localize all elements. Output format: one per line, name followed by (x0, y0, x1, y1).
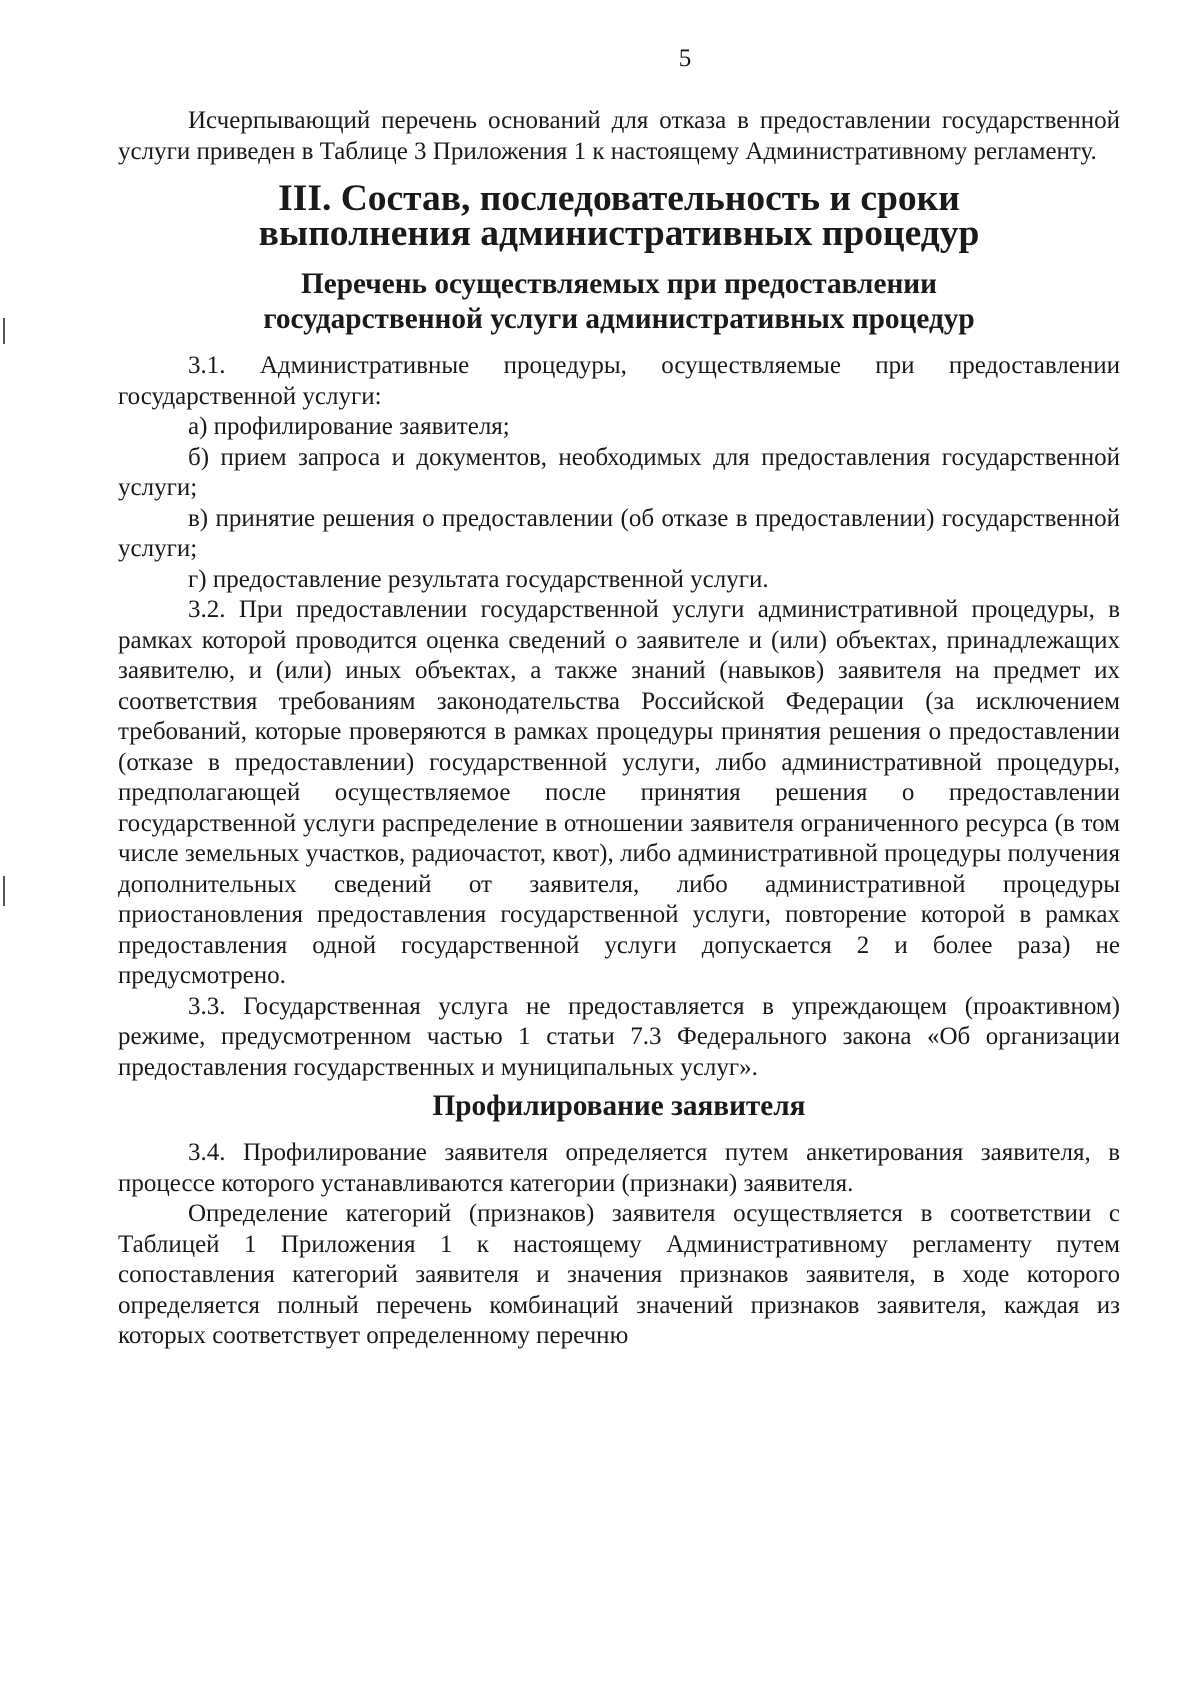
list-item-b: б) прием запроса и документов, необходимых для предоставления государственной услуги; (118, 443, 1120, 501)
subsection-heading-line-2: государственной услуги административных процедур (263, 303, 975, 335)
profiling-heading: Профилирование заявителя (432, 1090, 806, 1122)
paragraph-3-2: 3.2. При предоставлении государственной услуги административной процедуры, в рамках которой проводится оценка сведений о заявителе и (или) объектах, принадлежащих заявителю, и (или) иных объектах, а также знаний (навыков) заявителя на предмет их соответствия требованиям законодательства Российской Федерации (за исключением требований, которые проверяются в рамках процедуры принятия решения о предоставлении (отказе в предоставлении) государственной услуги, либо административной процедуры, предполагающей осуществляемое после принятия решения о предоставлении государственной услуги распределение в отношении заявителя ограниченного ресурса (в том числе земельных участков, радиочастот, квот), либо административной процедуры получения дополнительных сведений от заявителя, либо административной процедуры приостановления предоставления государственной услуги, повторение которой в рамках предоставления одной государственной услуги допускается 2 и более раза) не предусмотрено. (118, 596, 1120, 989)
section-heading (118, 178, 1120, 254)
paragraph-3-3: 3.3. Государственная услуга не предоставляется в упреждающем (проактивном) режиме, предусмотренном частью 1 статьи 7.3 Федерального закона «Об организации предоставления государственных и муниципальных услуг». (118, 992, 1120, 1081)
list-item-v: в) принятие решения о предоставлении (об отказе в предоставлении) государственной услуги; (118, 504, 1120, 562)
subsection-heading-line-1: Перечень осуществляемых при предоставлении (300, 268, 938, 300)
document-body (118, 106, 1120, 1352)
list-item-a: а) профилирование заявителя; (188, 413, 510, 440)
list-item-g: г) предоставление результата государственной услуги. (188, 565, 769, 593)
scan-edge-mark (3, 876, 5, 906)
paragraph-definition: Определение категорий (признаков) заявителя осуществляется в соответствии с Таблицей 1 Приложения 1 к настоящему Административному регламенту путем сопоставления категорий заявителя и значения признаков заявителя, в ходе которого определяется полный перечень комбинаций значений признаков заявителя, каждая из которых соответствует определенному перечню (118, 1200, 1120, 1349)
paragraph-3-4: 3.4. Профилирование заявителя определяется путем анкетирования заявителя, в процессе которого устанавливаются категории (признаки) заявителя. (118, 1139, 1120, 1197)
page-number: 5 (678, 45, 692, 72)
section-heading-line-2: выполнения административных процедур (258, 213, 980, 254)
intro-paragraph: Исчерпывающий перечень оснований для отказа в предоставлении государственной услуги приведен в Таблице 3 Приложения 1 к настоящему Административному регламенту. (118, 107, 1120, 165)
scan-edge-mark (3, 318, 5, 344)
subsection-heading (118, 267, 1120, 337)
section-heading-line-1: III. Состав, последовательность и сроки (278, 178, 960, 219)
paragraph-3-1: 3.1. Административные процедуры, осуществляемые при предоставлении государственной услуги: (118, 352, 1120, 410)
